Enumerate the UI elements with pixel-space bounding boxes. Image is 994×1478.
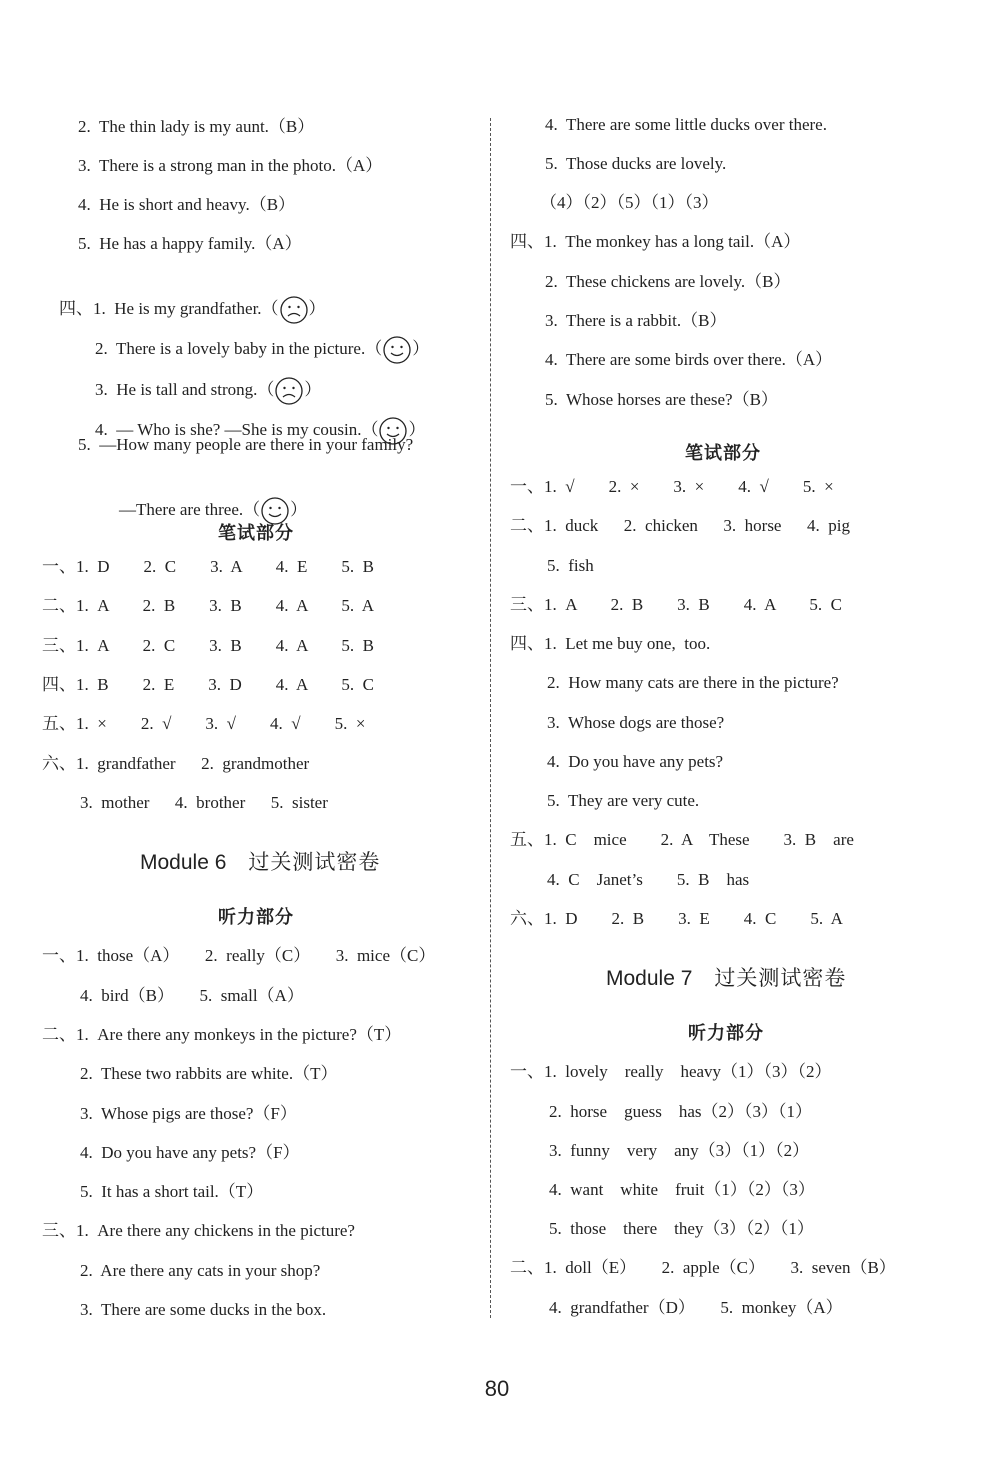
face-prefix: 4. — Who is she? —She is my cousin.（ — [95, 419, 379, 439]
answer-line: 5. They are very cute. — [547, 791, 700, 810]
answer-line: 2. The thin lady is my aunt.（B） — [78, 117, 315, 136]
module-title-cn: 过关测试密卷 — [714, 966, 847, 990]
answer-line: （4）（2）（5）（1）（3） — [540, 193, 719, 212]
section-heading: 笔试部分 — [218, 523, 294, 544]
answer-line: 4. grandfather（D） 5. monkey（A） — [549, 1298, 843, 1317]
face-prefix: —There are three.（ — [119, 499, 261, 519]
answer-line: 六、1. D 2. B 3. E 4. C 5. A — [510, 909, 843, 928]
answer-line: 四、1. B 2. E 3. D 4. A 5. C — [42, 675, 374, 694]
section-heading: 听力部分 — [218, 907, 294, 928]
section-heading: 笔试部分 — [685, 443, 761, 464]
answer-line: 3. Whose dogs are those? — [547, 713, 725, 732]
face-suffix: ） — [290, 499, 308, 519]
answer-line: 5. It has a short tail.（T） — [80, 1182, 264, 1201]
module-title — [140, 846, 380, 876]
module-title-cn: 过关测试密卷 — [248, 850, 381, 874]
answer-line: 一、1. D 2. C 3. A 4. E 5. B — [42, 557, 374, 576]
face-answer-line — [78, 394, 425, 468]
answer-line: 2. These two rabbits are white.（T） — [80, 1064, 338, 1083]
answer-line: 六、1. grandfather 2. grandmother — [42, 754, 310, 773]
answer-line: 3. funny very any（3）（1）（2） — [549, 1141, 810, 1160]
module-title-en: Module 6 — [140, 851, 227, 874]
answer-line: 四、1. The monkey has a long tail.（A） — [510, 232, 801, 251]
column-divider — [490, 118, 491, 1318]
answer-line: 四、1. Let me buy one, too. — [510, 634, 711, 653]
face-suffix: ） — [412, 338, 430, 358]
section-heading: 听力部分 — [688, 1023, 764, 1044]
answer-line: 5. Those ducks are lovely. — [545, 154, 727, 173]
answer-line: 4. C Janet’s 5. B has — [547, 870, 750, 889]
answer-line: 五、1. × 2. √ 3. √ 4. √ 5. × — [42, 714, 366, 733]
face-prefix: 四、1. He is my grandfather.（ — [59, 298, 279, 318]
face-suffix: ） — [304, 379, 322, 399]
page-number: 80 — [484, 1376, 510, 1401]
face-suffix: ） — [308, 298, 326, 318]
answer-line: 3. There is a strong man in the photo.（A） — [78, 156, 383, 175]
answer-line: 一、1. √ 2. × 3. × 4. √ 5. × — [510, 477, 834, 496]
answer-line: 4. There are some little ducks over there. — [545, 115, 827, 134]
module-title — [606, 962, 846, 992]
answer-line: 4. want white fruit（1）（2）（3） — [549, 1180, 815, 1199]
answer-line: 4. Do you have any pets?（F） — [80, 1143, 300, 1162]
answer-line: 2. How many cats are there in the picture? — [547, 673, 839, 692]
answer-line: 5. those there they（3）（2）（1） — [549, 1219, 814, 1238]
answer-line: 一、1. those（A） 2. really（C） 3. mice（C） — [42, 946, 436, 965]
answer-line: 2. Are there any cats in your shop? — [80, 1261, 321, 1280]
answer-line: 二、1. A 2. B 3. B 4. A 5. A — [42, 596, 375, 615]
answer-line: 3. mother 4. brother 5. sister — [80, 793, 328, 812]
answer-line: 3. There is a rabbit.（B） — [545, 311, 727, 330]
answer-line: 三、1. A 2. B 3. B 4. A 5. C — [510, 595, 843, 614]
answer-line: 4. He is short and heavy.（B） — [78, 195, 296, 214]
answer-line: 二、1. Are there any monkeys in the picture?（T） — [42, 1025, 402, 1044]
happy-face-icon — [382, 335, 412, 365]
answer-line: 五、1. C mice 2. A These 3. B are — [510, 830, 854, 849]
answer-line: 4. bird（B） 5. small（A） — [80, 986, 304, 1005]
answer-line: 3. There are some ducks in the box. — [80, 1300, 327, 1319]
answer-line: 5. fish — [547, 556, 594, 575]
answer-line: 4. There are some birds over there.（A） — [545, 350, 833, 369]
answer-line: 二、1. duck 2. chicken 3. horse 4. pig — [510, 516, 850, 535]
face-prefix: 2. There is a lovely baby in the picture.（ — [95, 338, 383, 358]
answer-line: 4. Do you have any pets? — [547, 752, 724, 771]
face-suffix: ） — [408, 419, 426, 439]
answer-line: 5. —How many people are there in your family? — [78, 435, 414, 454]
answer-line: 3. Whose pigs are those?（F） — [80, 1104, 297, 1123]
answer-line: 5. Whose horses are these?（B） — [545, 390, 778, 409]
answer-line: 2. horse guess has（2）（3）（1） — [549, 1102, 813, 1121]
answer-line: 一、1. lovely really heavy（1）（3）（2） — [510, 1062, 832, 1081]
module-title-en: Module 7 — [606, 967, 693, 990]
face-prefix: 3. He is tall and strong.（ — [95, 379, 275, 399]
answer-line: 三、1. A 2. C 3. B 4. A 5. B — [42, 636, 375, 655]
answer-line: 三、1. Are there any chickens in the picture? — [42, 1221, 355, 1240]
answer-line: 5. He has a happy family.（A） — [78, 234, 302, 253]
answer-line: 二、1. doll（E） 2. apple（C） 3. seven（B） — [510, 1258, 896, 1277]
answer-line: 2. These chickens are lovely.（B） — [545, 272, 791, 291]
